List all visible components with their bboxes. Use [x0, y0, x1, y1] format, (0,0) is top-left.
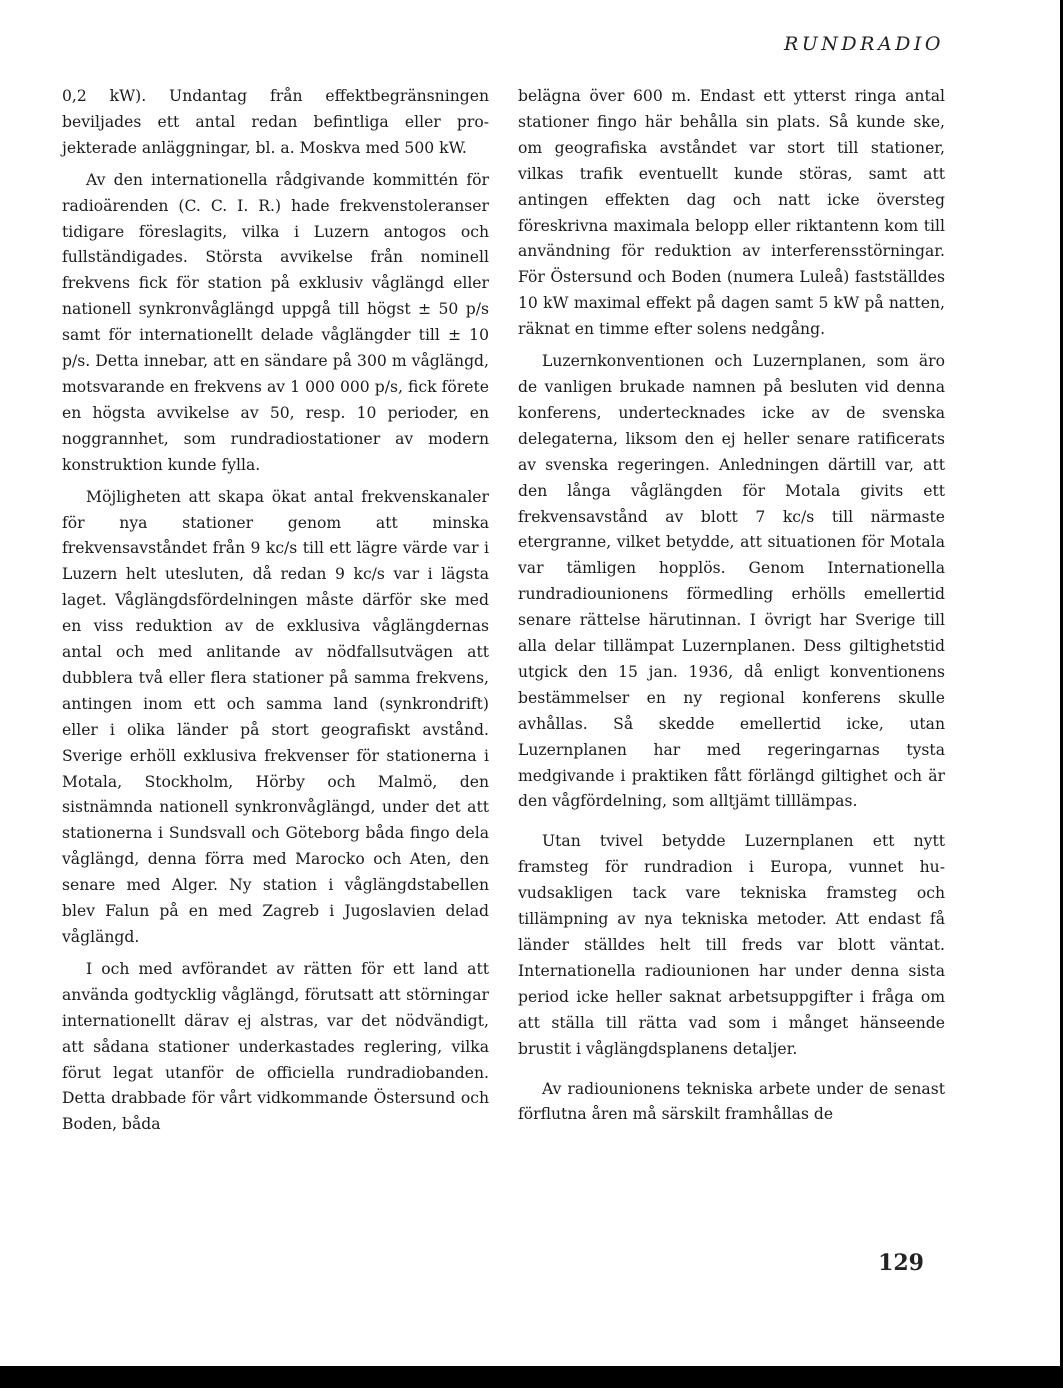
- right-paragraph-3: Utan tvivel betydde Luzernplanen ett nytt framsteg för rundradion i Europa, vunnet huvudsakligen tack vare tekniska framsteg och tillämpning av nya tekniska metoder. Att endast få länder ställdes helt till freds var blott väntat. Internationella radiounionen har under denna sista period icke heller saknat arbetsuppgifter i fråga om att ställa till rätta vad som i månget hänseende brustit i våglängdsplanens detaljer.: [518, 832, 945, 1058]
- right-column: [518, 84, 945, 1128]
- right-paragraph-2: Luzernkonventionen och Luzernplanen, som äro de vanligen brukade namnen på besluten vid denna konferens, undertecknades icke av de svenska delegaterna, liksom den ej heller senare ratificerats av svenska regeringen. Anledningen därtill var, att den långa våglängden för Motala givits ett frekvensavstånd av blott 7 kc/s till närmaste etergranne, vilket betydde, att situationen för Motala var tämligen hopplös. Genom Internationella rundradiounionens förmedling erhölls emellertid senare rättelse härutinnan. I övrigt har Sverige till alla delar tillämpat Luzernplanen. Dess giltighetstid utgick den 15 jan. 1936, då enligt konventionens bestämmelser en ny regional konferens skulle avhållas. Så skedde emellertid icke, utan Luzernplanen har med regeringarnas tysta medgivande i praktiken fått förlängd giltighet och är den vågfördelning, som alltjämt tilllämpas.: [518, 352, 945, 811]
- left-paragraph-3: Möjligheten att skapa ökat antal frekvenskanaler för nya stationer genom att minska frekvensavståndet från 9 kc/s till ett lägre värde var i Luzern helt utesluten, då redan 9 kc/s var i lägsta laget. Våglängdsfördelningen måste därför ske med en viss reduktion av de exklusiva våglängdernas antal och med anlitande av nödfallsutvägen att dubblera två eller flera stationer på samma frekvens, antingen inom ett och samma land (synkrondrift) eller i olika länder på stort geografiskt avstånd. Sverige erhöll exklusiva frekvenser för stationerna i Motala, Stockholm, Hörby och Malmö, den sistnämnda nationell synkronvåglängd, under det att stationerna i Sundsvall och Göteborg båda fingo dela våglängd, denna förra med Marocko och Aten, den senare med Alger. Ny station i våglängdstabellen blev Falun på en med Zagreb i Jugoslavien delad våglängd.: [62, 487, 489, 946]
- left-column: [62, 84, 489, 1138]
- left-paragraph-2: Av den internationella rådgivande kommittén för radioärenden (C. C. I. R.) hade frekvenstoleranser tidigare föreslagits, vilka i Luzern antogos och fullständigades. Största avvikelse från nominell frekvens fick för station på exklusiv våglängd eller nationell synkronvåglängd uppgå till högst ± 50 p/s samt för internationellt delade våglängder till ± 10 p/s. Detta innebar, att en sändare på 300 m våglängd, motsvarande en frekvens av 1 000 000 p/s, fick förete en högsta avvikelse av 50, resp. 10 perioder, en noggrannhet, som rundradiostationer av modern konstruktion kunde fylla.: [62, 170, 489, 474]
- page-number: 129: [878, 1250, 924, 1276]
- left-paragraph-1: 0,2 kW). Undantag från effektbegränsningen beviljades ett antal redan befintliga eller projekterade anläggningar, bl. a. Moskva med 500 kW.: [62, 87, 489, 157]
- right-paragraph-1: belägna över 600 m. Endast ett ytterst ringa antal stationer fingo här behålla sin plats. Så kunde ske, om geografiska avståndet var stort till stationer, vilkas trafik eventuellt kunde störas, samt att antingen effekten dag och natt icke översteg föreskrivna maximala belopp eller riktantenn kom till användning för reduktion av interferensstörningar. För Östersund och Boden (numera Luleå) fastställdes 10 kW maximal effekt på dagen samt 5 kW på natten, räknat en timme efter solens nedgång.: [518, 87, 945, 339]
- left-paragraph-4: I och med avförandet av rätten för ett land att använda godtycklig våglängd, förutsatt att störningar internationellt därav ej alstras, var det nödvändigt, att sådana stationer underkastades reglering, vilka förut legat utanför de officiella rundradiobanden. Detta drabbade för vårt vidkommande Östersund och Boden, båda: [62, 959, 489, 1134]
- running-header: RUNDRADIO: [783, 33, 944, 55]
- right-paragraph-4: Av radiounionens tekniska arbete under de senast förflutna åren må särskilt framhållas de: [518, 1079, 945, 1124]
- scan-edge-bottom: [0, 1366, 1063, 1388]
